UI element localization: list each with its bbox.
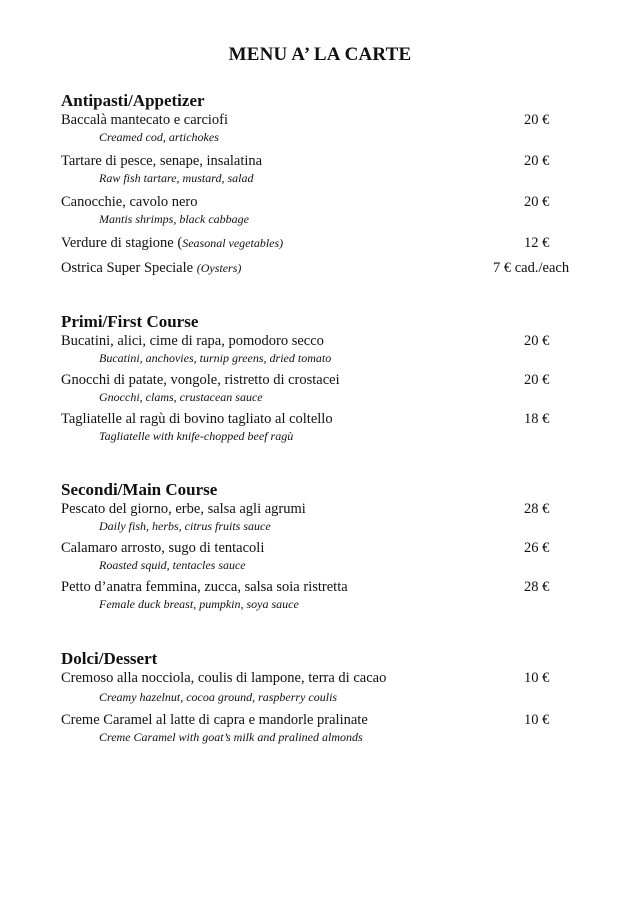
item-name: Calamaro arrosto, sugo di tentacoli [61,540,265,556]
section-title: Secondi/Main Course [61,480,218,499]
item-translation: Creamed cod, artichokes [99,130,219,144]
item-name: Verdure di stagione (Seasonal vegetables) [61,235,284,251]
item-translation: (Oysters) [196,261,242,275]
item-price: 18 € [524,411,550,427]
item-price: 12 € [524,235,550,251]
section-title: Antipasti/Appetizer [61,91,205,110]
section-dessert [61,649,581,745]
item-translation: Gnocchi, clams, crustacean sauce [99,390,263,404]
item-name: Gnocchi di patate, vongole, ristretto di crostacei [61,372,340,388]
item-translation: Raw fish tartare, mustard, salad [99,171,254,185]
menu-item [61,539,581,573]
item-name: Pescato del giorno, erbe, salsa agli agrumi [61,501,306,517]
item-translation: Daily fish, herbs, citrus fruits sauce [99,519,271,533]
item-name: Baccalà mantecato e carciofi [61,112,229,128]
item-name: Tartare di pesce, senape, insalatina [61,153,263,169]
menu-title: MENU A’ LA CARTE [228,44,412,65]
item-price: 20 € [524,333,550,349]
item-price: 20 € [524,372,550,388]
menu-item [61,111,581,145]
menu-item [61,669,581,705]
item-name: Ostrica Super Speciale (Oysters) [61,260,242,276]
menu-item [61,234,581,252]
item-translation: Roasted squid, tentacles sauce [99,558,246,572]
item-name: Canocchie, cavolo nero [61,194,198,210]
section-first-course [61,312,581,444]
item-translation: Seasonal vegetables) [182,236,284,250]
section-title: Primi/First Course [61,312,199,331]
item-translation: Creme Caramel with goat’s milk and pralined almonds [99,730,363,744]
item-price: 7 € cad./each [493,260,570,276]
item-translation: Female duck breast, pumpkin, soya sauce [99,597,299,611]
item-name: Bucatini, alici, cime di rapa, pomodoro secco [61,333,324,349]
item-translation: Tagliatelle with knife-chopped beef ragù [99,429,294,443]
item-price: 20 € [524,112,550,128]
menu-item [61,410,581,444]
item-price: 20 € [524,194,550,210]
menu-item [61,578,581,612]
menu-item [61,193,581,227]
menu-item [61,332,581,366]
item-name: Cremoso alla nocciola, coulis di lampone, terra di cacao [61,670,387,686]
item-translation: Mantis shrimps, black cabbage [99,212,249,226]
menu-item [61,152,581,186]
menu-item [61,371,581,405]
item-price: 28 € [524,501,550,517]
menu-item [61,500,581,534]
item-name: Creme Caramel al latte di capra e mandorle pralinate [61,712,368,728]
section-title: Dolci/Dessert [61,649,158,668]
item-price: 20 € [524,153,550,169]
menu-item [61,259,581,277]
item-price: 28 € [524,579,550,595]
item-price: 10 € [524,670,550,686]
item-name: Tagliatelle al ragù di bovino tagliato al coltello [61,411,333,427]
item-translation: Bucatini, anchovies, turnip greens, dried tomato [99,351,332,365]
item-translation: Creamy hazelnut, cocoa ground, raspberry coulis [99,690,338,704]
item-price: 26 € [524,540,550,556]
item-name: Petto d’anatra femmina, zucca, salsa soia ristretta [61,579,348,595]
menu-item [61,711,581,745]
item-price: 10 € [524,712,550,728]
section-main-course [61,480,581,612]
section-appetizer [61,91,581,277]
